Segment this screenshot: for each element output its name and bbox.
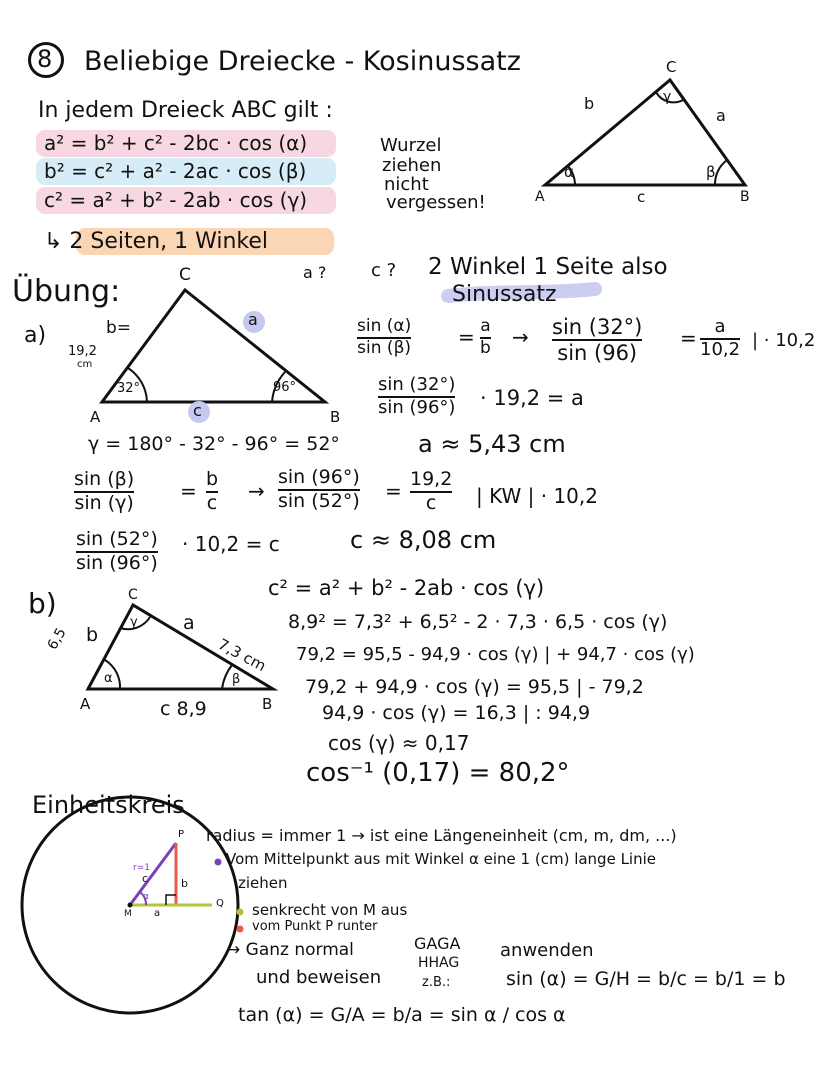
frac-num: a bbox=[480, 316, 491, 336]
bullet-red bbox=[237, 926, 244, 933]
frac-den: sin (52°) bbox=[278, 489, 360, 512]
ek-line-5: vom Punkt P runter bbox=[252, 919, 378, 934]
tri-a-C: C bbox=[179, 265, 191, 285]
part-b-label: b) bbox=[28, 587, 57, 620]
note-line-4: vergessen! bbox=[386, 192, 486, 213]
ek-line-6: → Ganz normal bbox=[226, 940, 354, 960]
frac-den: c bbox=[206, 491, 218, 514]
frac-num: b bbox=[206, 468, 219, 490]
gaga-label: GAGA bbox=[414, 934, 461, 953]
frac-den: sin (96°) bbox=[76, 551, 158, 574]
b-step-4: 79,2 + 94,9 · cos (γ) = 95,5 | - 79,2 bbox=[305, 676, 644, 698]
b-step-2: 8,9² = 7,3² + 6,5² - 2 · 7,3 · 6,5 · cos (γ) bbox=[288, 611, 668, 633]
step-times-192: · 19,2 = a bbox=[480, 386, 584, 410]
method-a: Sinussatz bbox=[452, 282, 557, 307]
frac-den: sin (96°) bbox=[378, 396, 456, 418]
tri-a-angle-96: 96° bbox=[273, 380, 297, 395]
ek-line-1: radius = immer 1 → ist eine Längeneinheit (cm, m, dm, ...) bbox=[206, 826, 677, 845]
note-line-1: Wurzel bbox=[380, 135, 442, 156]
equals-3: = bbox=[180, 479, 197, 503]
page-title: Beliebige Dreiecke - Kosinussatz bbox=[84, 46, 521, 77]
frac-sinb-sing bbox=[74, 470, 134, 514]
frac-num: sin (32°) bbox=[378, 374, 456, 395]
hhag-label: HHAG bbox=[418, 955, 460, 971]
tri-a-b-value: 19,2 bbox=[68, 344, 97, 359]
circle-label-c: c bbox=[142, 872, 149, 885]
comment-a: 2 Winkel 1 Seite also bbox=[428, 254, 668, 280]
frac-num: sin (52°) bbox=[76, 528, 158, 550]
frac-b-c bbox=[206, 470, 218, 514]
tri-b-b: b bbox=[86, 624, 99, 646]
tri-a-c: c bbox=[193, 401, 202, 420]
angle-beta-b-arc bbox=[222, 665, 232, 689]
tri-b-C: C bbox=[128, 587, 138, 603]
frac-sin96-sin52 bbox=[278, 468, 360, 512]
tri-a-unit: cm bbox=[77, 359, 93, 370]
formula-a: a² = b² + c² - 2bc · cos (α) bbox=[44, 131, 308, 155]
note-line-3: nicht bbox=[384, 174, 429, 195]
angle-beta: β bbox=[706, 163, 716, 181]
circle-label-alpha: α bbox=[143, 892, 149, 902]
frac-sin-alpha-beta bbox=[357, 318, 411, 358]
equals-2: = bbox=[680, 326, 697, 350]
frac-num: a bbox=[714, 316, 726, 337]
b-step-7: cos⁻¹ (0,17) = 80,2° bbox=[306, 758, 570, 788]
einheitskreis-title: Einheitskreis bbox=[32, 791, 185, 819]
frac-a-102 bbox=[700, 318, 740, 360]
b-step-1: c² = a² + b² - 2ab · cos (γ) bbox=[268, 576, 545, 600]
label-C: C bbox=[666, 58, 677, 76]
frac-192-c bbox=[410, 470, 452, 514]
frac-num: 19,2 bbox=[410, 468, 453, 490]
tri-b-beta: β bbox=[232, 672, 241, 687]
tri-b-gamma: γ bbox=[130, 615, 138, 630]
frac-num: sin (β) bbox=[74, 468, 135, 490]
frac-num: sin (96°) bbox=[278, 466, 360, 488]
tri-a-b: b= bbox=[106, 318, 132, 338]
given-a: a ? bbox=[303, 263, 327, 282]
tri-b-alpha: α bbox=[104, 671, 113, 686]
circle-label-r: r=1 bbox=[133, 863, 150, 873]
bullet-purple bbox=[215, 859, 222, 866]
arrow-1: → bbox=[512, 325, 529, 349]
uebung-title: Übung: bbox=[12, 274, 121, 309]
frac-sin32-sin96 bbox=[552, 316, 642, 364]
point-m bbox=[128, 903, 133, 908]
circle-label-a: a bbox=[154, 908, 161, 919]
ek-line-2: Vom Mittelpunkt aus mit Winkel α eine 1 (cm) lange Linie bbox=[226, 850, 657, 868]
usage-text: ↳ 2 Seiten, 1 Winkel bbox=[44, 229, 269, 254]
equals-1: = bbox=[458, 325, 475, 349]
kw-step: | KW | · 10,2 bbox=[476, 484, 598, 508]
angle-beta-arc bbox=[715, 160, 727, 185]
angle-gamma: γ bbox=[663, 89, 672, 105]
label-c: c bbox=[637, 188, 646, 206]
arrow-2: → bbox=[248, 479, 265, 503]
tri-a-B: B bbox=[330, 408, 341, 426]
mult-102: | · 10,2 bbox=[752, 330, 816, 351]
result-a: a ≈ 5,43 cm bbox=[418, 430, 566, 458]
sin-equation: sin (α) = G/H = b/c = b/1 = b bbox=[506, 968, 786, 990]
circle-label-b: b bbox=[181, 877, 188, 890]
label-b: b bbox=[584, 94, 595, 113]
number-label: 8 bbox=[37, 45, 53, 73]
frac-den: sin (β) bbox=[357, 337, 412, 358]
ek-line-8: und beweisen bbox=[256, 967, 382, 988]
label-B: B bbox=[740, 189, 750, 205]
part-a-label: a) bbox=[24, 323, 47, 348]
label-a: a bbox=[716, 106, 726, 125]
frac-den: c bbox=[425, 491, 437, 514]
tri-b-a: a bbox=[183, 612, 195, 634]
frac-num: sin (α) bbox=[357, 316, 412, 336]
label-A: A bbox=[535, 189, 545, 205]
tri-b-A: A bbox=[80, 695, 91, 713]
frac-sin32-sin96-b bbox=[378, 376, 455, 418]
tri-b-a-value: 7,3 cm bbox=[215, 635, 269, 676]
tri-a-A: A bbox=[90, 408, 101, 426]
equals-4: = bbox=[385, 479, 402, 503]
ek-line-3: ziehen bbox=[238, 874, 288, 892]
tri-a-angle-32: 32° bbox=[117, 381, 141, 396]
tri-b-B: B bbox=[262, 695, 273, 713]
ek-line-4: senkrecht von M aus bbox=[252, 901, 408, 919]
angle-alpha: α bbox=[564, 163, 574, 181]
b-step-6: cos (γ) ≈ 0,17 bbox=[328, 731, 470, 755]
circle-label-Q: Q bbox=[216, 898, 224, 909]
tan-equation: tan (α) = G/A = b/a = sin α / cos α bbox=[238, 1004, 566, 1026]
b-step-5: 94,9 · cos (γ) = 16,3 | : 94,9 bbox=[322, 702, 591, 724]
result-c: c ≈ 8,08 cm bbox=[350, 526, 497, 554]
note-line-2: ziehen bbox=[382, 155, 442, 176]
given-c: c ? bbox=[371, 260, 397, 281]
circle-label-P: P bbox=[178, 829, 185, 840]
frac-den: 10,2 bbox=[700, 338, 741, 360]
frac-sin52-sin96 bbox=[76, 530, 158, 574]
frac-den: sin (γ) bbox=[74, 491, 134, 514]
frac-den: b bbox=[480, 337, 491, 358]
bullet-green bbox=[237, 909, 244, 916]
zb-label: z.B.: bbox=[422, 975, 451, 990]
frac-a-b bbox=[480, 318, 491, 358]
tri-b-c-value: c 8,9 bbox=[160, 698, 207, 720]
frac-num: sin (32°) bbox=[552, 315, 643, 339]
ek-line-7: anwenden bbox=[500, 940, 594, 961]
intro-text: In jedem Dreieck ABC gilt : bbox=[38, 98, 333, 123]
formula-b: b² = c² + a² - 2ac · cos (β) bbox=[44, 159, 307, 183]
tri-a-a: a bbox=[248, 310, 258, 329]
tri-b-b-value: 6,5 bbox=[44, 625, 70, 653]
circle-label-M: M bbox=[124, 909, 132, 919]
formula-c: c² = a² + b² - 2ab · cos (γ) bbox=[44, 188, 308, 212]
b-step-3: 79,2 = 95,5 - 94,9 · cos (γ) | + 94,7 · cos (γ) bbox=[296, 644, 695, 665]
frac-den: sin (96) bbox=[557, 341, 638, 366]
step-times-102: · 10,2 = c bbox=[182, 532, 280, 556]
gamma-calc: γ = 180° - 32° - 96° = 52° bbox=[88, 433, 340, 455]
